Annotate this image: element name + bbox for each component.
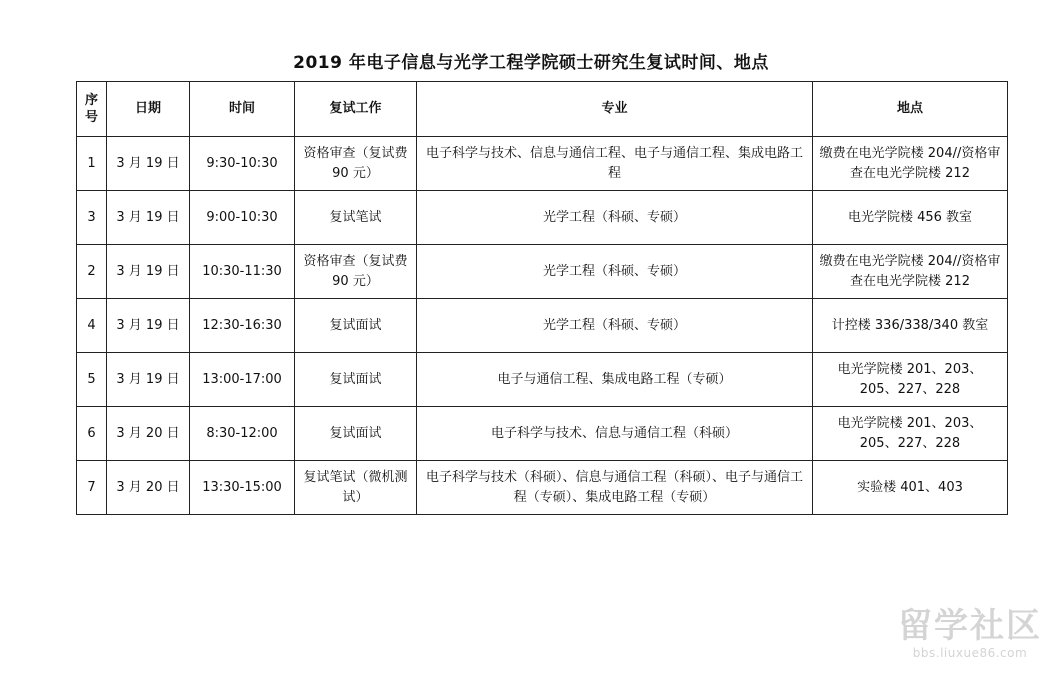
cell-date: 3 月 19 日	[107, 137, 190, 191]
cell-date: 3 月 20 日	[107, 461, 190, 515]
table-body	[77, 137, 1008, 515]
cell-work: 复试笔试（微机测试）	[295, 461, 417, 515]
cell-place: 电光学院楼 456 教室	[813, 191, 1008, 245]
table-header	[77, 82, 1008, 137]
schedule-table	[76, 81, 1008, 515]
table-row	[77, 461, 1008, 515]
cell-time: 13:00-17:00	[190, 353, 295, 407]
cell-place: 缴费在电光学院楼 204//资格审查在电光学院楼 212	[813, 245, 1008, 299]
cell-no: 7	[77, 461, 107, 515]
cell-date: 3 月 20 日	[107, 407, 190, 461]
header-major: 专业	[417, 82, 813, 137]
page-title: 2019 年电子信息与光学工程学院硕士研究生复试时间、地点	[293, 53, 769, 73]
cell-work: 复试面试	[295, 353, 417, 407]
header-work: 复试工作	[295, 82, 417, 137]
cell-no: 2	[77, 245, 107, 299]
cell-major: 电子科学与技术、信息与通信工程（科硕）	[417, 407, 813, 461]
cell-time: 12:30-16:30	[190, 299, 295, 353]
watermark-url: bbs.liuxue86.com	[912, 646, 1028, 660]
cell-no: 4	[77, 299, 107, 353]
cell-no: 3	[77, 191, 107, 245]
cell-no: 6	[77, 407, 107, 461]
watermark-logo-text: 留学社区	[898, 606, 1042, 646]
cell-work: 资格审查（复试费 90 元）	[295, 137, 417, 191]
cell-place: 计控楼 336/338/340 教室	[813, 299, 1008, 353]
cell-place: 实验楼 401、403	[813, 461, 1008, 515]
cell-major: 光学工程（科硕、专硕）	[417, 191, 813, 245]
table-row	[77, 407, 1008, 461]
header-row	[77, 82, 1008, 137]
header-no: 序 号	[77, 82, 107, 137]
cell-no: 1	[77, 137, 107, 191]
table-row	[77, 137, 1008, 191]
cell-time: 8:30-12:00	[190, 407, 295, 461]
cell-place: 电光学院楼 201、203、205、227、228	[813, 353, 1008, 407]
table-row	[77, 353, 1008, 407]
cell-date: 3 月 19 日	[107, 299, 190, 353]
header-time: 时间	[190, 82, 295, 137]
cell-time: 13:30-15:00	[190, 461, 295, 515]
cell-date: 3 月 19 日	[107, 191, 190, 245]
table-row	[77, 299, 1008, 353]
cell-work: 复试面试	[295, 299, 417, 353]
table-row	[77, 191, 1008, 245]
cell-time: 9:00-10:30	[190, 191, 295, 245]
cell-place: 电光学院楼 201、203、205、227、228	[813, 407, 1008, 461]
cell-date: 3 月 19 日	[107, 245, 190, 299]
cell-place: 缴费在电光学院楼 204//资格审查在电光学院楼 212	[813, 137, 1008, 191]
header-date: 日期	[107, 82, 190, 137]
cell-work: 复试面试	[295, 407, 417, 461]
cell-major: 光学工程（科硕、专硕）	[417, 245, 813, 299]
header-place: 地点	[813, 82, 1008, 137]
cell-major: 电子科学与技术（科硕）、信息与通信工程（科硕）、电子与通信工程（专硕）、集成电路工程（专硕）	[417, 461, 813, 515]
table-row	[77, 245, 1008, 299]
cell-work: 资格审查（复试费 90 元）	[295, 245, 417, 299]
cell-major: 电子科学与技术、信息与通信工程、电子与通信工程、集成电路工程	[417, 137, 813, 191]
cell-major: 电子与通信工程、集成电路工程（专硕）	[417, 353, 813, 407]
cell-major: 光学工程（科硕、专硕）	[417, 299, 813, 353]
cell-time: 9:30-10:30	[190, 137, 295, 191]
cell-date: 3 月 19 日	[107, 353, 190, 407]
cell-work: 复试笔试	[295, 191, 417, 245]
site-watermark	[885, 606, 1055, 660]
cell-no: 5	[77, 353, 107, 407]
cell-time: 10:30-11:30	[190, 245, 295, 299]
